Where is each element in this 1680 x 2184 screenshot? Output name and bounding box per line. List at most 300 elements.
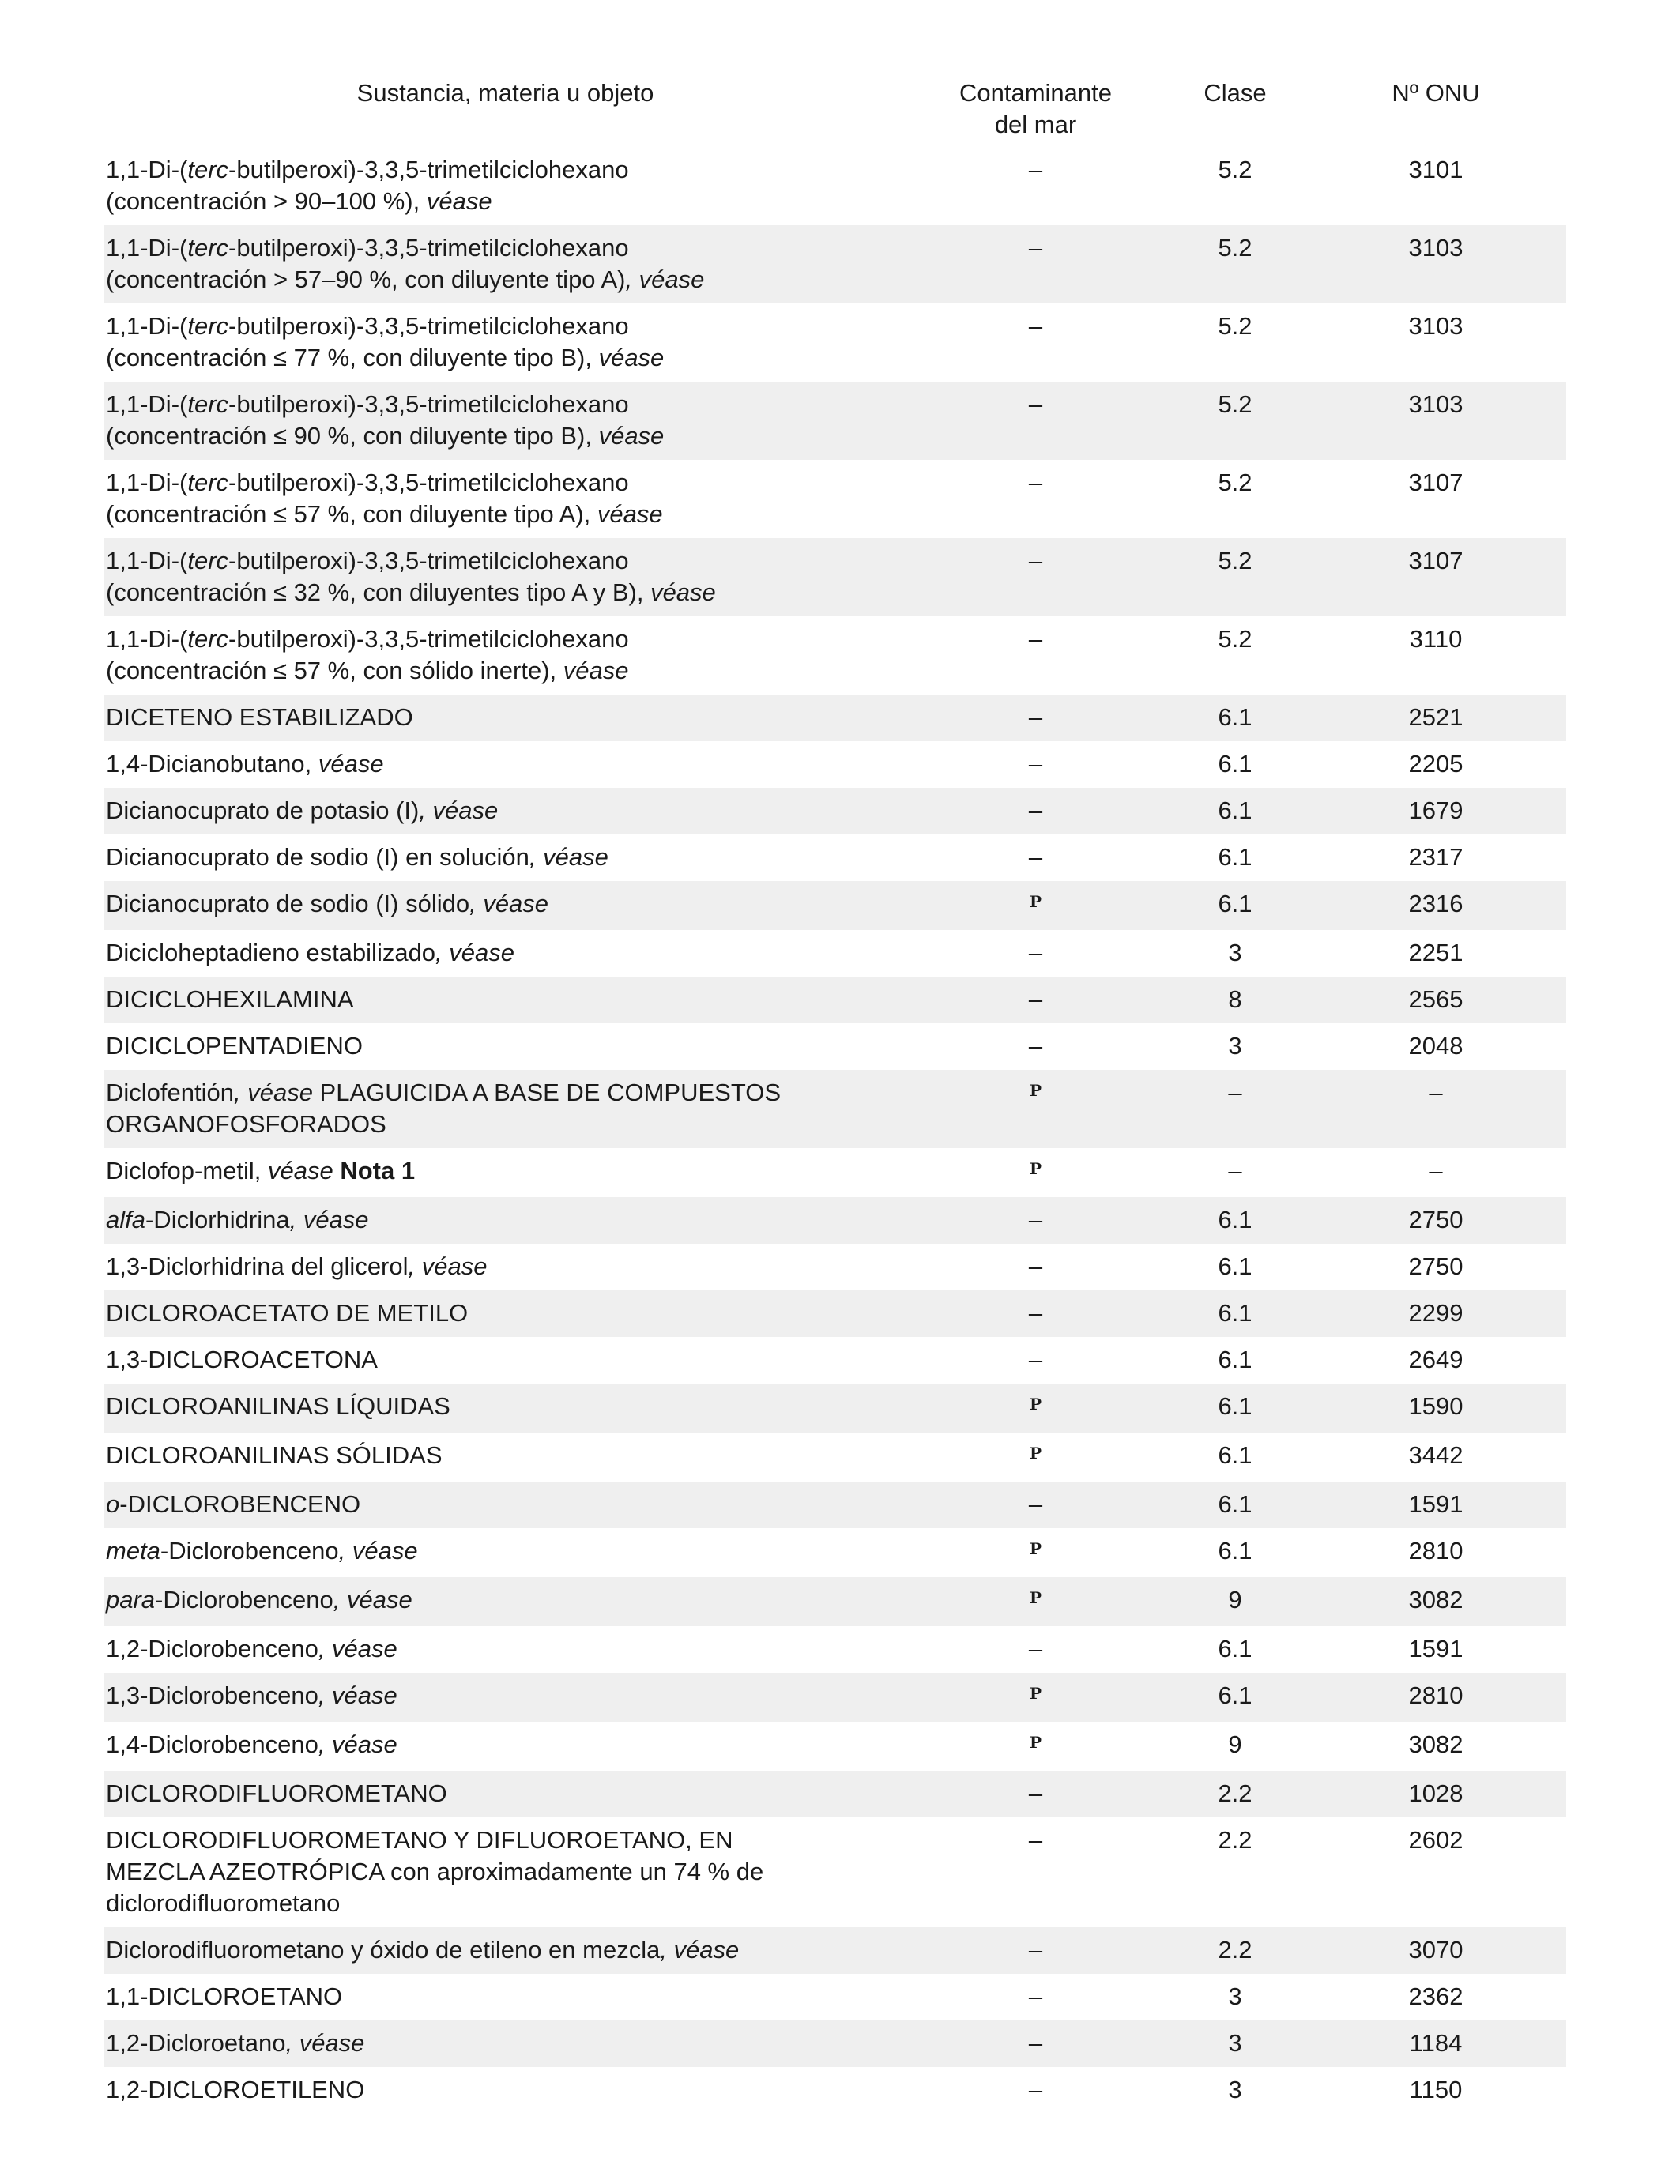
substance-text: , véase (529, 843, 608, 871)
class-cell (1165, 695, 1305, 741)
un-number-cell (1305, 1577, 1566, 1626)
substance-text: véase (318, 750, 384, 778)
substance-cell (104, 1244, 906, 1290)
class-value: 6.1 (1218, 1206, 1252, 1233)
table-row (104, 695, 1566, 741)
marine-pollutant-cell (906, 1244, 1165, 1290)
substance-text: terc (187, 469, 229, 496)
un-number-value: 1591 (1408, 1635, 1463, 1662)
table-row (104, 1148, 1566, 1197)
un-number-cell (1305, 225, 1566, 303)
table-row (104, 460, 1566, 538)
class-cell (1165, 2020, 1305, 2067)
un-number-value: 2299 (1408, 1299, 1463, 1327)
un-number-value: 2602 (1408, 1826, 1463, 1854)
marine-pollutant-cell (906, 1384, 1165, 1433)
class-value: 5.2 (1218, 547, 1252, 574)
un-number-value: 2810 (1408, 1681, 1463, 1709)
marine-pollutant-cell (906, 2020, 1165, 2067)
substance-cell (104, 2020, 906, 2067)
un-number-value: 2317 (1408, 843, 1463, 871)
class-cell (1165, 930, 1305, 977)
table-row (104, 538, 1566, 616)
class-value: 6.1 (1218, 1537, 1252, 1565)
substance-cell (104, 616, 906, 695)
marine-pollutant-cell (906, 695, 1165, 741)
un-number-cell (1305, 1244, 1566, 1290)
substance-text: terc (187, 390, 229, 418)
marine-pollutant-cell (906, 303, 1165, 382)
substance-text: , véase (625, 265, 705, 293)
table-row (104, 834, 1566, 881)
class-value: 3 (1228, 1983, 1242, 2010)
substance-cell (104, 1927, 906, 1974)
table-row (104, 741, 1566, 788)
marine-pollutant-cell (906, 1927, 1165, 1974)
un-number-cell (1305, 1771, 1566, 1817)
class-value: 6.1 (1218, 703, 1252, 731)
class-value: 2.2 (1218, 1936, 1252, 1964)
un-number-value: 1150 (1409, 2076, 1463, 2103)
table-row (104, 225, 1566, 303)
marine-pollutant-cell (906, 1482, 1165, 1528)
marine-pollutant-cell (906, 1817, 1165, 1927)
substance-cell (104, 1771, 906, 1817)
substance-text: 1,1-Di-( (106, 390, 188, 418)
marine-pollutant-cell (906, 788, 1165, 834)
marine-pollutant-mark: – (1028, 547, 1043, 574)
un-number-cell (1305, 1528, 1566, 1577)
class-value: 6.1 (1218, 843, 1252, 871)
un-number-value: 1590 (1408, 1392, 1463, 1420)
substance-text: , véase (318, 1681, 397, 1709)
substance-cell (104, 1673, 906, 1722)
class-value: 6.1 (1218, 890, 1252, 917)
marine-pollutant-cell (906, 538, 1165, 616)
class-value: 6.1 (1218, 1346, 1252, 1373)
marine-pollutant-cell (906, 1337, 1165, 1384)
un-number-cell (1305, 1433, 1566, 1482)
class-value: 6.1 (1218, 1441, 1252, 1469)
un-number-cell (1305, 1673, 1566, 1722)
table-row (104, 1290, 1566, 1337)
class-value: 5.2 (1218, 390, 1252, 418)
substance-cell (104, 1817, 906, 1927)
un-number-cell (1305, 1974, 1566, 2020)
un-number-cell (1305, 1337, 1566, 1384)
marine-pollutant-cell (906, 1577, 1165, 1626)
un-number-value: 1028 (1408, 1779, 1463, 1807)
substance-text: -Diclorobenceno (160, 1537, 339, 1565)
substance-text: Dicianocuprato de sodio (I) en solución (106, 843, 529, 871)
table-row (104, 1626, 1566, 1673)
marine-pollutant-cell (906, 616, 1165, 695)
un-number-cell (1305, 1927, 1566, 1974)
marine-pollutant-cell (906, 147, 1165, 225)
un-number-value: 3103 (1408, 234, 1463, 262)
un-number-cell (1305, 1070, 1566, 1148)
marine-pollutant-mark: P (1029, 1684, 1042, 1703)
un-number-value: 2316 (1408, 890, 1463, 917)
class-cell (1165, 1927, 1305, 1974)
class-cell (1165, 1148, 1305, 1197)
marine-pollutant-mark: – (1028, 939, 1043, 966)
substance-cell (104, 1384, 906, 1433)
substance-cell (104, 460, 906, 538)
marine-pollutant-mark: – (1028, 750, 1043, 778)
substance-text: PLAGUICIDA A BASE DE COMPUESTOS ORGANOFOSFORADOS (106, 1079, 781, 1138)
marine-pollutant-mark: – (1028, 796, 1043, 824)
marine-pollutant-cell (906, 225, 1165, 303)
marine-pollutant-mark: P (1029, 1395, 1042, 1414)
class-cell (1165, 1290, 1305, 1337)
substance-text: -butilperoxi)-3,3,5-trimetilciclohexano (concentración ≤ 32 %, con diluyentes tipo A y B), (106, 547, 644, 606)
un-number-value: 3103 (1408, 312, 1463, 340)
substance-text: DICICLOHEXILAMINA (106, 985, 354, 1013)
substance-cell (104, 1023, 906, 1070)
marine-pollutant-cell (906, 1528, 1165, 1577)
class-value: 3 (1228, 2076, 1242, 2103)
substance-text: , véase (285, 2029, 365, 2057)
marine-pollutant-mark: – (1028, 1983, 1043, 2010)
marine-pollutant-mark: – (1028, 156, 1043, 183)
class-value: 5.2 (1218, 469, 1252, 496)
marine-pollutant-mark: P (1029, 892, 1042, 911)
substance-cell (104, 788, 906, 834)
un-number-value: 2251 (1408, 939, 1463, 966)
class-cell (1165, 1197, 1305, 1244)
class-cell (1165, 977, 1305, 1023)
substance-cell (104, 1148, 906, 1197)
marine-pollutant-cell (906, 1771, 1165, 1817)
table-row (104, 1528, 1566, 1577)
class-cell (1165, 1974, 1305, 2020)
substance-text: DICETENO ESTABILIZADO (106, 703, 413, 731)
class-value: 8 (1228, 985, 1242, 1013)
class-cell (1165, 147, 1305, 225)
un-number-value: 2750 (1408, 1206, 1463, 1233)
marine-pollutant-mark: – (1028, 1635, 1043, 1662)
un-number-cell (1305, 741, 1566, 788)
un-number-cell (1305, 834, 1566, 881)
substance-text: o (106, 1490, 120, 1518)
substance-cell (104, 834, 906, 881)
substance-text: 1,3-Diclorobenceno (106, 1681, 318, 1709)
substance-text: 1,1-Di-( (106, 625, 188, 653)
marine-pollutant-mark: – (1028, 1206, 1043, 1233)
un-number-cell (1305, 1626, 1566, 1673)
un-number-cell (1305, 1290, 1566, 1337)
marine-pollutant-cell (906, 741, 1165, 788)
marine-pollutant-mark: – (1028, 234, 1043, 262)
class-cell (1165, 1337, 1305, 1384)
class-cell (1165, 1771, 1305, 1817)
substance-text: , véase (289, 1206, 369, 1233)
marine-pollutant-mark: – (1028, 1490, 1043, 1518)
marine-pollutant-mark: – (1028, 843, 1043, 871)
marine-pollutant-cell (906, 382, 1165, 460)
substance-text: 1,3-DICLOROACETONA (106, 1346, 378, 1373)
substance-text: terc (187, 234, 229, 262)
substance-text: DICICLOPENTADIENO (106, 1032, 363, 1060)
marine-pollutant-cell (906, 1974, 1165, 2020)
substance-text: 1,2-DICLOROETILENO (106, 2076, 365, 2103)
class-cell (1165, 303, 1305, 382)
un-number-value: 2649 (1408, 1346, 1463, 1373)
un-number-cell (1305, 1023, 1566, 1070)
substance-cell (104, 1626, 906, 1673)
table-row (104, 303, 1566, 382)
un-number-cell (1305, 930, 1566, 977)
un-number-value: 2362 (1408, 1983, 1463, 2010)
un-number-cell (1305, 977, 1566, 1023)
class-value: – (1228, 1157, 1242, 1184)
un-number-cell (1305, 538, 1566, 616)
substance-cell (104, 1433, 906, 1482)
substance-cell (104, 1070, 906, 1148)
substance-text: 1,1-Di-( (106, 547, 188, 574)
class-cell (1165, 1817, 1305, 1927)
substance-text: , véase (660, 1936, 740, 1964)
un-number-cell (1305, 460, 1566, 538)
substance-text: 1,4-Dicianobutano, (106, 750, 318, 778)
un-number-value: – (1429, 1157, 1443, 1184)
class-value: 5.2 (1218, 234, 1252, 262)
class-cell (1165, 1722, 1305, 1771)
marine-pollutant-mark: – (1028, 1936, 1043, 1964)
substance-text: -Diclorhidrina (145, 1206, 290, 1233)
table-row (104, 1722, 1566, 1771)
substance-text: Dicicloheptadieno estabilizado (106, 939, 436, 966)
substance-cell (104, 1197, 906, 1244)
substance-text: véase (426, 187, 492, 215)
marine-pollutant-mark: P (1029, 1159, 1042, 1178)
table-row (104, 1974, 1566, 2020)
table-row (104, 1771, 1566, 1817)
marine-pollutant-mark: – (1028, 390, 1043, 418)
substance-text: Dicianocuprato de potasio (I) (106, 796, 420, 824)
marine-pollutant-mark: – (1028, 2029, 1043, 2057)
substance-text: Diclorodifluorometano y óxido de etileno en mezcla (106, 1936, 661, 1964)
marine-pollutant-cell (906, 460, 1165, 538)
class-value: 9 (1228, 1586, 1242, 1614)
table-row (104, 1244, 1566, 1290)
marine-pollutant-mark: – (1028, 1346, 1043, 1373)
table-row (104, 881, 1566, 930)
class-cell (1165, 741, 1305, 788)
class-cell (1165, 1528, 1305, 1577)
un-number-cell (1305, 788, 1566, 834)
un-number-value: 2810 (1408, 1537, 1463, 1565)
un-number-value: 2205 (1408, 750, 1463, 778)
substance-text: véase (598, 422, 665, 450)
substance-text: terc (187, 312, 229, 340)
substance-text: véase (563, 657, 629, 684)
marine-pollutant-cell (906, 1023, 1165, 1070)
marine-pollutant-cell (906, 977, 1165, 1023)
substance-text: -Diclorobenceno (155, 1586, 333, 1614)
substance-text: meta (106, 1537, 160, 1565)
un-number-cell (1305, 1722, 1566, 1771)
marine-pollutant-mark: – (1028, 469, 1043, 496)
marine-pollutant-mark: – (1028, 703, 1043, 731)
table-row (104, 382, 1566, 460)
substance-text: DICLOROANILINAS LÍQUIDAS (106, 1392, 450, 1420)
un-number-cell (1305, 1384, 1566, 1433)
class-cell (1165, 1673, 1305, 1722)
un-number-value: 3070 (1408, 1936, 1463, 1964)
un-number-cell (1305, 303, 1566, 382)
substance-text: 1,1-Di-( (106, 156, 188, 183)
marine-pollutant-cell (906, 1197, 1165, 1244)
un-number-cell (1305, 881, 1566, 930)
substance-text: , véase (233, 1079, 313, 1106)
marine-pollutant-mark: – (1028, 2076, 1043, 2103)
marine-pollutant-mark: – (1028, 1299, 1043, 1327)
class-cell (1165, 1433, 1305, 1482)
substance-text: Diclofop-metil, (106, 1157, 268, 1184)
substance-text: , véase (318, 1635, 397, 1662)
substance-text: 1,4-Diclorobenceno (106, 1730, 318, 1758)
substance-text: Dicianocuprato de sodio (I) sólido (106, 890, 470, 917)
class-value: 3 (1228, 2029, 1242, 2057)
marine-pollutant-mark: – (1028, 625, 1043, 653)
substance-cell (104, 930, 906, 977)
table-body (104, 147, 1566, 2114)
table-row (104, 1384, 1566, 1433)
table-row (104, 1927, 1566, 1974)
marine-pollutant-mark: – (1028, 1252, 1043, 1280)
marine-pollutant-mark: P (1029, 1539, 1042, 1558)
marine-pollutant-mark: – (1028, 1826, 1043, 1854)
substance-text: alfa (106, 1206, 145, 1233)
substance-text: DICLORODIFLUOROMETANO Y DIFLUOROETANO, EN MEZCLA AZEOTRÓPICA con aproximadamente un 74 % de diclorodifluorometano (106, 1826, 764, 1917)
substance-text: -butilperoxi)-3,3,5-trimetilciclohexano (concentración > 57–90 %, con diluyente tipo A) (106, 234, 629, 293)
marine-pollutant-mark: P (1029, 1733, 1042, 1752)
un-number-cell (1305, 147, 1566, 225)
header-class: Clase (1203, 79, 1267, 107)
un-number-value: 3110 (1409, 625, 1463, 653)
class-value: 9 (1228, 1730, 1242, 1758)
header-un-number: Nº ONU (1392, 79, 1480, 107)
class-value: 6.1 (1218, 750, 1252, 778)
marine-pollutant-cell (906, 1673, 1165, 1722)
substance-text: 1,3-Diclorhidrina del glicerol (106, 1252, 409, 1280)
class-value: 6.1 (1218, 1252, 1252, 1280)
substance-text: , véase (338, 1537, 418, 1565)
substance-text: , véase (469, 890, 549, 917)
table-row (104, 616, 1566, 695)
substance-cell (104, 1290, 906, 1337)
substance-text: 1,2-Dicloroetano (106, 2029, 286, 2057)
substance-cell (104, 977, 906, 1023)
substance-text: véase (598, 344, 665, 371)
substance-cell (104, 1528, 906, 1577)
un-number-value: 3082 (1408, 1586, 1463, 1614)
substance-cell (104, 2067, 906, 2114)
class-value: 6.1 (1218, 1299, 1252, 1327)
un-number-value: 3442 (1408, 1441, 1463, 1469)
marine-pollutant-mark: – (1028, 1032, 1043, 1060)
class-value: 2.2 (1218, 1779, 1252, 1807)
un-number-cell (1305, 1197, 1566, 1244)
table-row (104, 1577, 1566, 1626)
table-row (104, 930, 1566, 977)
un-number-value: 3103 (1408, 390, 1463, 418)
class-value: 6.1 (1218, 1635, 1252, 1662)
marine-pollutant-cell (906, 1626, 1165, 1673)
substance-text: , véase (333, 1586, 412, 1614)
un-number-cell (1305, 695, 1566, 741)
class-value: 2.2 (1218, 1826, 1252, 1854)
table-header-row (104, 77, 1566, 147)
marine-pollutant-mark: – (1028, 985, 1043, 1013)
un-number-cell (1305, 1817, 1566, 1927)
un-number-value: 3082 (1408, 1730, 1463, 1758)
un-number-value: 2750 (1408, 1252, 1463, 1280)
substance-text: 1,2-Diclorobenceno (106, 1635, 318, 1662)
substance-text: Nota 1 (340, 1157, 416, 1184)
un-number-cell (1305, 1482, 1566, 1528)
un-number-value: 2048 (1408, 1032, 1463, 1060)
marine-pollutant-cell (906, 1148, 1165, 1197)
class-cell (1165, 460, 1305, 538)
substance-cell (104, 1974, 906, 2020)
un-number-value: – (1429, 1079, 1443, 1106)
table-row (104, 977, 1566, 1023)
header-marine-pollutant: Contaminante del mar (959, 79, 1112, 138)
un-number-value: 3107 (1408, 469, 1463, 496)
class-cell (1165, 616, 1305, 695)
class-cell (1165, 538, 1305, 616)
substance-cell (104, 741, 906, 788)
class-value: 6.1 (1218, 1392, 1252, 1420)
un-number-value: 3107 (1408, 547, 1463, 574)
class-cell (1165, 225, 1305, 303)
table-row (104, 1482, 1566, 1528)
class-cell (1165, 2067, 1305, 2114)
substance-text: , véase (419, 796, 499, 824)
un-number-value: 1591 (1408, 1490, 1463, 1518)
substance-cell (104, 881, 906, 930)
marine-pollutant-cell (906, 930, 1165, 977)
class-cell (1165, 1577, 1305, 1626)
substance-text: 1,1-Di-( (106, 234, 188, 262)
marine-pollutant-cell (906, 1722, 1165, 1771)
class-cell (1165, 881, 1305, 930)
substance-text: véase (650, 578, 716, 606)
class-value: 5.2 (1218, 156, 1252, 183)
substance-text: -DICLOROBENCENO (119, 1490, 361, 1518)
table-row (104, 1337, 1566, 1384)
table-row (104, 1433, 1566, 1482)
substance-text: 1,1-Di-( (106, 312, 188, 340)
table-row (104, 788, 1566, 834)
un-number-cell (1305, 2067, 1566, 2114)
marine-pollutant-mark: – (1028, 1779, 1043, 1807)
class-value: 5.2 (1218, 312, 1252, 340)
class-cell (1165, 1626, 1305, 1673)
marine-pollutant-mark: P (1029, 1588, 1042, 1607)
class-cell (1165, 788, 1305, 834)
header-substance: Sustancia, materia u objeto (356, 79, 654, 107)
class-value: 5.2 (1218, 625, 1252, 653)
substance-cell (104, 1337, 906, 1384)
substance-text: -butilperoxi)-3,3,5-trimetilciclohexano (concentración ≤ 57 %, con diluyente tipo A), (106, 469, 629, 528)
substance-text: DICLOROACETATO DE METILO (106, 1299, 469, 1327)
marine-pollutant-cell (906, 881, 1165, 930)
marine-pollutant-mark: P (1029, 1081, 1042, 1100)
